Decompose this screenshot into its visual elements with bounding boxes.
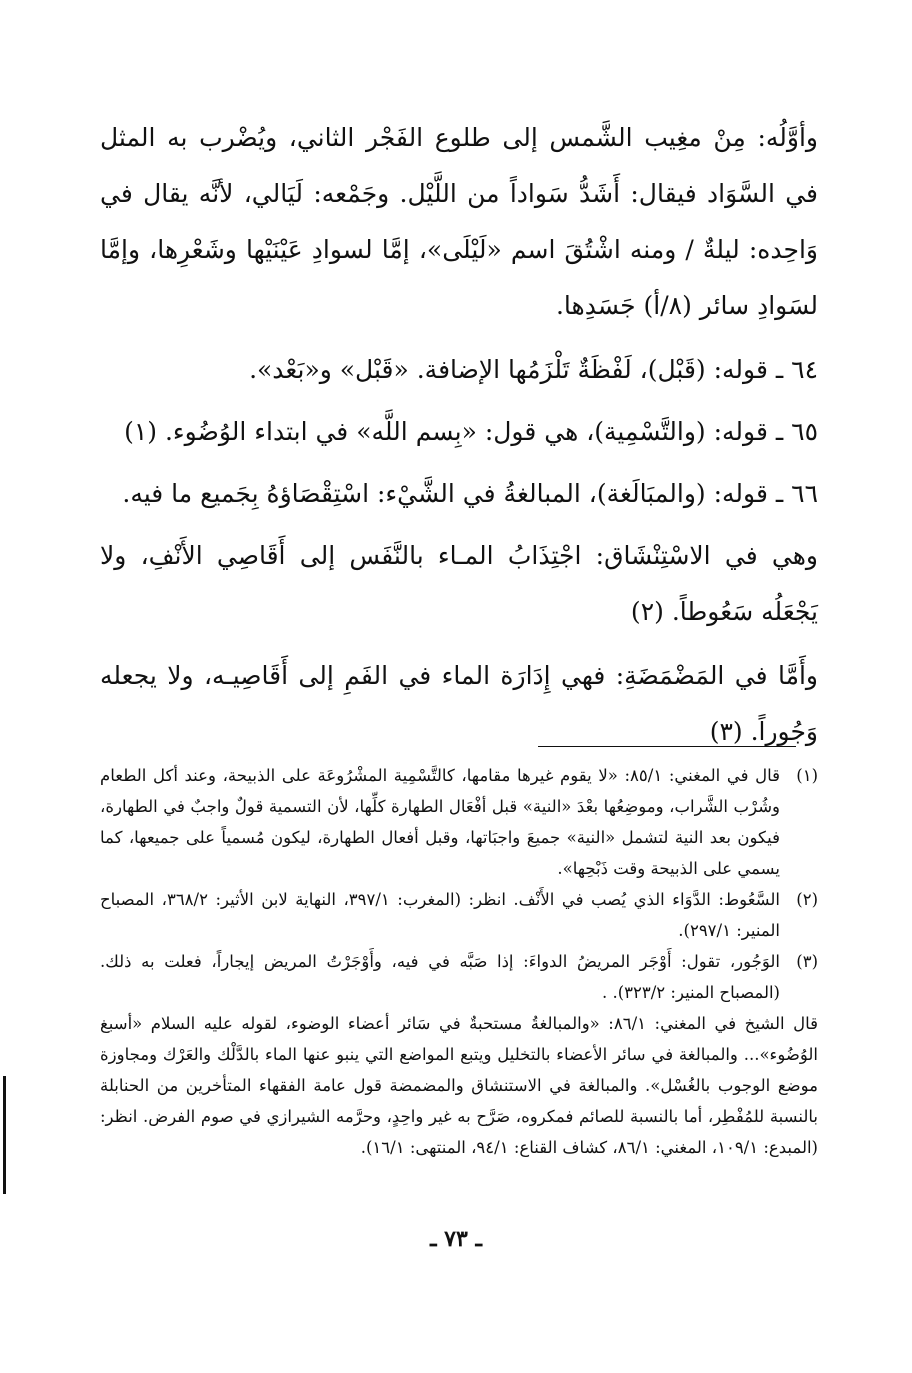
footnote-3	[100, 946, 818, 1008]
footnote-divider	[538, 746, 796, 747]
footnote-text: الوَجُور، تقول: أَوْجَر المريضُ الدواءَ: إذا صَبَّه في فيه، وأَوْجَرْتُ المريض إيجاراً، فعلت به ذلك. (المصباح المنير: ٣٢٣/٢). .	[100, 952, 780, 1002]
footnotes-section	[100, 760, 818, 1163]
footnote-number: (١)	[796, 766, 818, 785]
paragraph-istinshaq: وهي في الاسْتِنْشَاق: اجْتِذَابُ المـاء بالنَّفَس إلى أَقَاصِي الأَنْفِ، ولا يَجْعَلُه سَعُوطاً. (٢)	[100, 541, 818, 626]
footnote-continuation: قال الشيخ في المغني: ٨٦/١: «والمبالغةُ مستحبةٌ في سَائر أعضاء الوضوء، لقوله عليه السلام «أسبغ الوُضُوء»... والمبالغة في سائر الأعضاء بالتخليل ويتبع المواضع التي ينبو عنها الماء بالدَّلْك والعَرْك ومجاوزة موضع الوجوب بالغُسْل». والمبالغة في الاستنشاق والمضمضة قول عامة الفقهاء المتأخرين من الحنابلة بالنسبة للمُفْطِر، أما بالنسبة للصائم فمكروه، صَرَّح به غير واحِدٍ، وحرَّمه الشيرازي في صوم الفرض. انظر: (المبدع: ١٠٩/١، المغني: ٨٦/١، كشاف القناع: ٩٤/١، المنتهى: ١٦/١).	[100, 1014, 818, 1157]
entry-65: ٦٥ ـ قوله: (والتَّسْمِية)، هي قول: «بِسم اللَّه» في ابتداء الوُضُوء. (١)	[124, 417, 818, 446]
paragraph-madmada: وأَمَّا في المَضْمَضَةِ: فهي إِدَارَة الماء في الفَمِ إلى أَقَاصِيـه، ولا يجعله وَجُوراً. (٣)	[100, 661, 818, 746]
entry-64: ٦٤ ـ قوله: (قَبْل)، لَفْظَةٌ تَلْزَمُها الإضافة. «قَبْل» و«بَعْد».	[249, 355, 818, 384]
scan-edge-mark	[3, 1076, 6, 1194]
footnote-1	[100, 760, 818, 884]
footnote-text: قال في المغني: ٨٥/١: «لا يقوم غيرها مقامها، كالتَّسْمِية المشْرُوعَة على الذبيحة، وعند أكل الطعام وشُرْب الشَّراب، وموضِعُها بعْدَ «النية» قبل أفْعَال الطهارة كلِّها، لأن التسمية قولٌ واجبٌ في الطهارة، فيكون بعد النية لتشمل «النية» جميعَ واجبَاتها، وقبل أفعال الطهارة، ليكون مُسمياً على جميعها، كما يسمي على الذبيحة وقت ذَبْحِها».	[100, 766, 780, 878]
footnote-text: السَّعُوط: الدَّوَاء الذي يُصب في الأَنْف. انظر: (المغرب: ٣٩٧/١، النهاية لابن الأثير: ٣٦٨/٢، المصباح المنير: ٢٩٧/١).	[100, 890, 780, 940]
footnote-2	[100, 884, 818, 946]
page-number: ـ ٧٣ ـ	[430, 1226, 482, 1252]
paragraph-layl: وأوَّلُه: مِنْ مغِيب الشَّمس إلى طلوع الفَجْر الثاني، ويُضْرب به المثل في السَّوَاد فيقال: أَشَدُّ سَواداً من اللَّيْل. وجَمْعه: لَيَالي، لأنَّه يقال في وَاحِده: ليلةٌ / ومنه اشْتُقَ اسم «لَيْلَى»، إمَّا لسوادِ عَيْنَيْها وشَعْرِها، وإمَّا لسَوادِ سائر (٨/أ) جَسَدِها.	[100, 123, 818, 320]
main-text	[100, 110, 818, 768]
footnote-number: (٣)	[796, 952, 818, 971]
entry-66: ٦٦ ـ قوله: (والمبَالَغة)، المبالغةُ في الشَّيْء: اسْتِقْصَاؤهُ بِجَميع ما فيه.	[122, 479, 818, 508]
footnote-number: (٢)	[796, 890, 818, 909]
